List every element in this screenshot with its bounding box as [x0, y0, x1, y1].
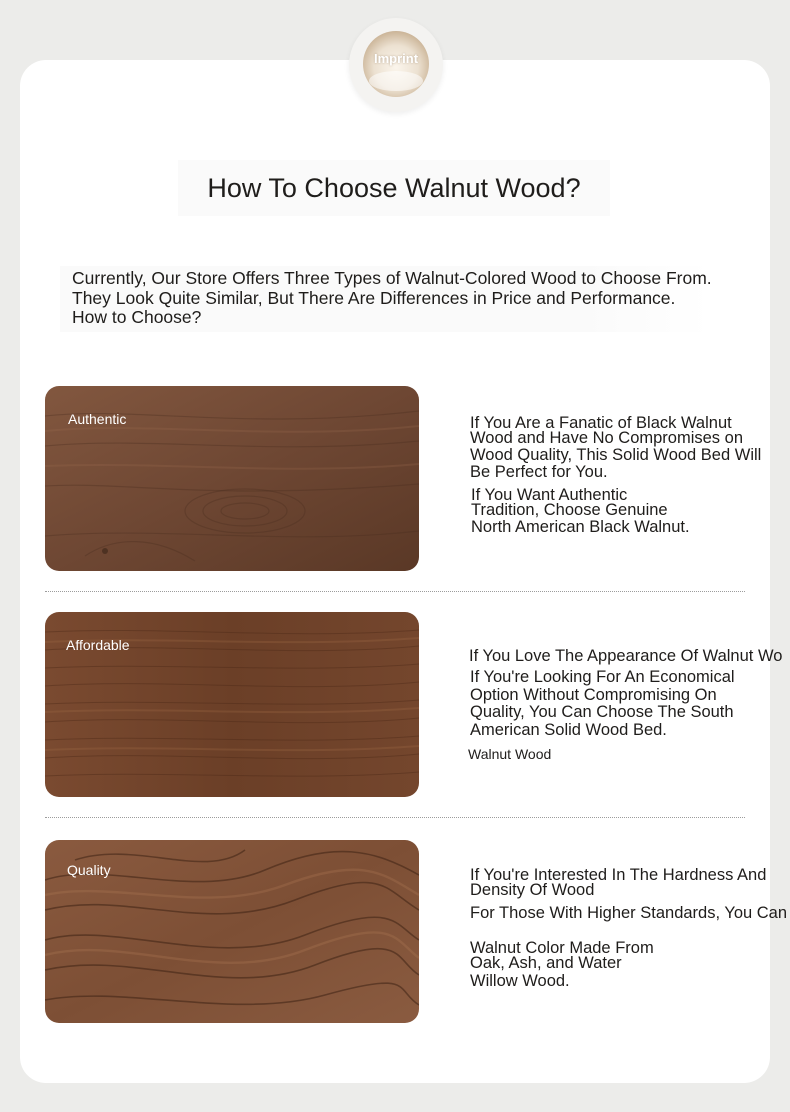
text-line: If You're Looking For An Economical: [470, 668, 735, 686]
text-line: Be Perfect for You.: [470, 463, 608, 481]
south-american-walnut-sample-image: [45, 612, 419, 797]
text-line: Oak, Ash, and Water: [470, 954, 622, 972]
affordable-caption: Walnut Wood: [468, 746, 552, 762]
quality-recommendation: [470, 941, 654, 989]
authentic-description: [470, 416, 761, 480]
text-line: Tradition, Choose Genuine: [471, 501, 668, 519]
text-line: If You're Interested In The Hardness And: [470, 866, 767, 884]
logo-text: Imprint: [373, 51, 419, 66]
text-line: Walnut Color Made From: [470, 939, 654, 957]
section-label-affordable: Affordable: [66, 637, 130, 653]
text-line: Quality, You Can Choose The South: [470, 703, 734, 721]
text-line: Wood and Have No Compromises on: [470, 429, 743, 447]
affordable-headline: If You Love The Appearance Of Walnut Wo: [469, 647, 783, 665]
text-line: Option Without Compromising On: [470, 685, 717, 704]
authentic-recommendation: [471, 488, 690, 535]
quality-headline: [470, 868, 766, 898]
section-label-quality: Quality: [67, 862, 111, 878]
text-line: American Solid Wood Bed.: [470, 720, 667, 739]
section-label-authentic: Authentic: [68, 411, 127, 427]
oak-ash-walnut-color-sample-image: [45, 840, 419, 1023]
text-line: Willow Wood.: [470, 972, 570, 990]
quality-description: For Those With Higher Standards, You Can: [470, 904, 788, 922]
page-title: How To Choose Walnut Wood?: [207, 173, 581, 203]
text-line: Wood Quality, This Solid Wood Bed Will: [470, 446, 762, 464]
title-banner: [178, 160, 610, 216]
intro-paragraph: Currently, Our Store Offers Three Types of Walnut-Colored Wood to Choose From. They Look Quite Similar, But There Are Differences in Price and Performance. How to Choose?: [72, 268, 712, 327]
text-line: North American Black Walnut.: [471, 518, 690, 536]
intro-banner: [60, 266, 710, 332]
text-line: If You Are a Fanatic of Black Walnut: [470, 414, 732, 432]
text-line: Density Of Wood: [470, 881, 595, 899]
black-walnut-sample-image: [45, 386, 419, 571]
section-divider: [45, 591, 745, 592]
section-divider: [45, 817, 745, 818]
affordable-description: [470, 669, 735, 739]
text-line: If You Want Authentic: [471, 486, 628, 504]
logo-image: [363, 31, 429, 97]
brand-logo: [349, 18, 443, 112]
